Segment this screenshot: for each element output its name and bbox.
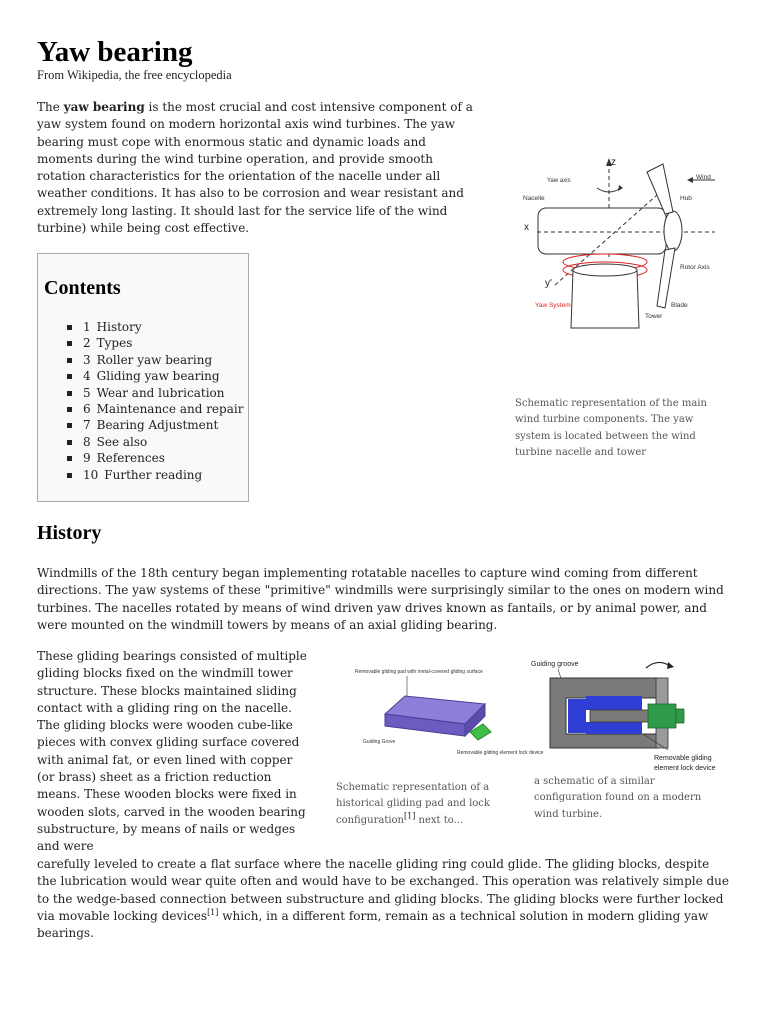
- toc-label: Gliding yaw bearing: [96, 369, 220, 384]
- figure-pad-caption: [336, 780, 506, 829]
- toc-item-further-reading[interactable]: [38, 467, 243, 483]
- toc-list: [38, 319, 243, 483]
- label-tower: Tower: [645, 313, 663, 320]
- toc-heading: Contents: [44, 277, 121, 299]
- toc-label: Bearing Adjustment: [96, 418, 219, 433]
- label-yaw-axis: Yaw axis: [547, 178, 571, 184]
- figure-modern-caption: a schematic of a similar configuration found on a modern wind turbine.: [534, 776, 702, 820]
- figure-pad-caption-text: Schematic representation of a historical gliding pad and lock configuration: [336, 782, 490, 826]
- toc-label: Wear and lubrication: [96, 385, 225, 400]
- toc-label: Types: [96, 336, 133, 351]
- toc-num: 3: [83, 352, 91, 367]
- toc-item-see-also[interactable]: [38, 434, 243, 450]
- toc-num: 7: [83, 418, 91, 433]
- toc-num: 2: [83, 336, 91, 351]
- label-gliding-pad: Removable gliding pad with metal-covered gliding surface: [355, 669, 483, 675]
- reference-link[interactable]: [1]: [404, 811, 416, 821]
- toc-item-roller-yaw-bearing[interactable]: [38, 352, 243, 368]
- page-tagline: From Wikipedia, the free encyclopedia: [37, 68, 232, 82]
- wind-turbine-schematic: [515, 150, 740, 330]
- label-nacelle: Nacelle: [523, 195, 545, 202]
- label-rotor-axis: Rotor Axis: [680, 264, 710, 271]
- toc-item-gliding-yaw-bearing[interactable]: [38, 368, 243, 384]
- label-guiding-grove: Guiding Grove: [363, 739, 396, 745]
- toc-label: See also: [96, 434, 148, 449]
- figure-pad-caption-tail: next to...: [415, 814, 464, 826]
- toc-label: References: [96, 451, 165, 466]
- toc-num: 1: [83, 320, 91, 334]
- reference-link[interactable]: [1]: [207, 907, 219, 917]
- label-blade: Blade: [671, 302, 688, 309]
- figure-main-caption: Schematic representation of the main wind turbine components. The yaw system is located between the wind turbine nacelle and tower: [515, 398, 707, 458]
- toc-num: 6: [83, 402, 91, 417]
- toc-num: 8: [83, 434, 91, 449]
- toc-num: 10: [83, 467, 99, 482]
- label-wind: Wind: [696, 174, 711, 181]
- section-heading-history: History: [37, 522, 102, 544]
- intro-rest: is the most crucial and cost intensive component of a yaw system found on modern horizontal axis wind turbines. The yaw bearing must cope with enormous static and dynamic loads and moments during the wind turbine operation, and provide smooth rotation characteristics for the orientation of the nacelle under all weather conditions. It has also to be corrosion and wear resistant and extremely long lasting. It should last for the service life of the wind turbine) while being cost effective.: [37, 100, 473, 236]
- history-paragraph-2-wide: [37, 856, 730, 942]
- label-modern-lock-1: Removable gliding: [654, 755, 712, 762]
- toc-label: Further reading: [104, 467, 203, 482]
- toc-item-maintenance-and-repair[interactable]: [38, 401, 243, 417]
- label-guiding-groove: Guiding groove: [531, 661, 579, 668]
- table-of-contents: [37, 253, 249, 502]
- toc-item-references[interactable]: [38, 450, 243, 466]
- toc-item-history[interactable]: [38, 319, 243, 335]
- label-hub: Hub: [680, 195, 692, 202]
- label-x: x: [524, 222, 529, 233]
- page-title: Yaw bearing: [37, 36, 193, 68]
- history-paragraph-2-narrow: These gliding bearings consisted of multiple gliding blocks fixed on the windmill tower structure. These blocks maintained sliding contact with a gliding ring on the nacelle. The gliding blocks were wooden cube-like pieces with convex gliding surface covered with animal fat, or even lined with copper (or brass) sheet as a friction reduction means. These wooden blocks were fixed in wooden slots, carved in the wooden bearing substructure, by means of nails or wedges and were: [37, 649, 307, 854]
- history-text-b: which, in a different form, remain as a technical solution in modern gliding yaw bearings.: [37, 908, 709, 941]
- intro-lead: The: [37, 100, 64, 114]
- toc-num: 9: [83, 451, 91, 466]
- toc-label: Maintenance and repair: [96, 402, 244, 417]
- toc-num: 4: [83, 369, 91, 384]
- toc-item-types[interactable]: [38, 335, 243, 351]
- toc-item-bearing-adjustment[interactable]: [38, 417, 243, 433]
- history-paragraph-1: Windmills of the 18th century began implementing rotatable nacelles to capture wind coming from different directions. The yaw systems of these "primitive" windmills were surprisingly similar to the ones on modern wind turbines. The nacelles rotated by means of wind driven yaw drives known as fantails, or by animal power, and were mounted on the windmill towers by means of an axial gliding bearing.: [37, 566, 724, 632]
- label-z: z: [611, 157, 616, 168]
- modern-gliding-schematic: [528, 656, 733, 774]
- history-text-a: carefully leveled to create a flat surface where the nacelle gliding ring could glide. The gliding blocks, despite the lubrication would wear quite often and would have to be exchanged. This operation was relatively simple due to the wedge-based connection between substructure and gliding blocks. The gliding blocks were further locked via movable locking devices: [37, 857, 730, 923]
- toc-item-wear-and-lubrication[interactable]: [38, 385, 243, 401]
- gliding-pad-schematic: [345, 666, 544, 766]
- label-pad-lock: Removable gliding element lock device: [457, 750, 544, 756]
- label-modern-lock-2: element lock device: [654, 765, 716, 772]
- label-yaw-system: Yaw System: [535, 302, 571, 309]
- intro-paragraph: [37, 99, 483, 237]
- toc-label: Roller yaw bearing: [96, 352, 213, 367]
- toc-num: 5: [83, 385, 91, 400]
- toc-label: History: [96, 320, 142, 334]
- intro-bold-term: yaw bearing: [63, 100, 145, 114]
- label-y: y': [545, 278, 552, 289]
